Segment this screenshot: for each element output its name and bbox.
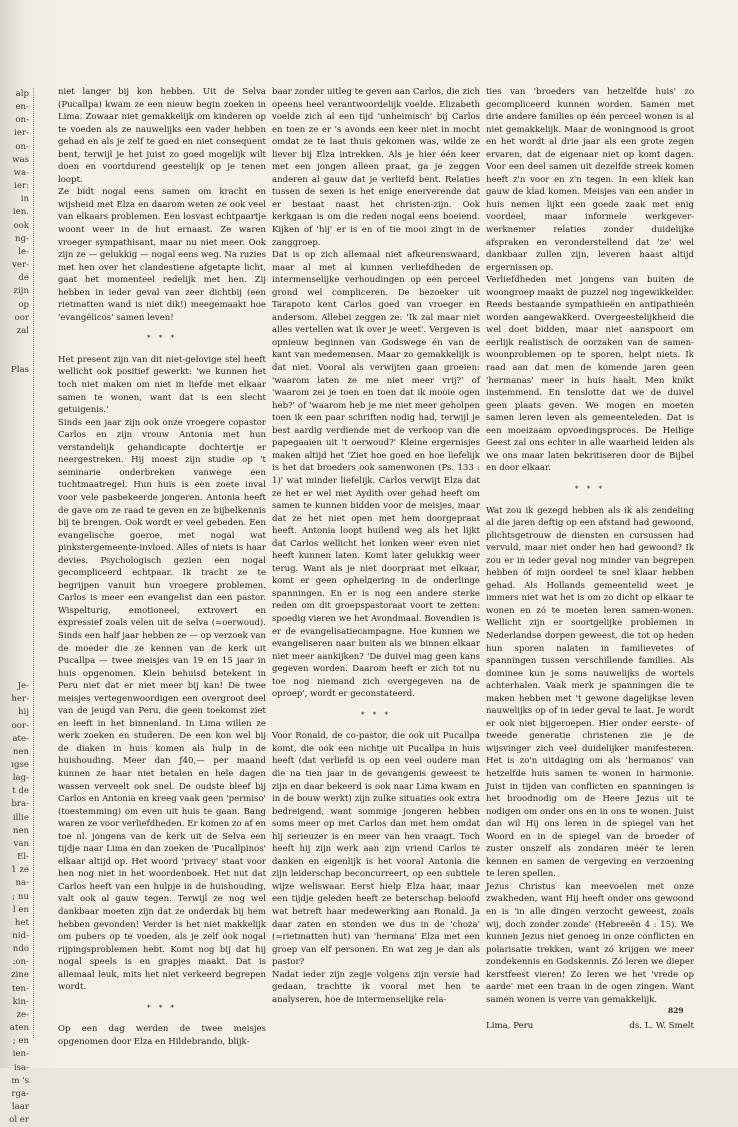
fragment-word: en-	[15, 102, 29, 113]
fragment-word	[0, 404, 29, 417]
paragraph: niet langer bij kon hebben. Uit de Selva (Pucallpa) kwam ze een nieuw begin zoeken in Lima. Zowaar niet gemakkelijk om kinderen op te voeden als ze nauwelijks een vader hebben gehad en als je zelf te goed en niet consequent bent, terwijl je het juist zo goed mogelijk wilt doen en voortdurend geestelijk op je tenen loopt.	[58, 87, 266, 185]
paragraph: Op een dag werden de twee meisjes opgenomen door Elza en Hildebrando, blijk-	[58, 1024, 266, 1047]
fragment-word: Plas	[10, 365, 29, 376]
fragment-word: Je-	[17, 681, 29, 692]
fragment-word: lag-	[12, 773, 29, 784]
fragment-word: m 's	[11, 1075, 29, 1086]
fragment-word	[0, 496, 29, 509]
fragment-word: van	[13, 838, 29, 849]
paragraph: Het present zijn van dit niet-gelovige stel heeft wellicht ook positief gewerkt: 'we kunnen het toch niet maken om niet in liefde met elkaar samen te wonen, want dat is een slecht getuigenis.'	[58, 354, 266, 416]
fragment-word: ze-	[16, 1009, 29, 1020]
fragment-word: zijn	[13, 286, 29, 297]
fragment-word: ate-	[12, 733, 29, 744]
fragment-word: her-	[11, 694, 29, 705]
fragment-word	[0, 667, 29, 680]
fragment-word: bra-	[11, 799, 29, 810]
paragraph: Jezus Christus kan meevoelen met onze zwakheden, want Hij heeft onder ons gewoond en is 'in alle dingen verzocht geweest, zoals wij, doch zonder zonde' (Hebreeën 4 : 15). We kunnen Jezus niet genoeg in onze conflicten en polarisatie trekken, want zó krijgen we meer zondekennis en Godskennis. Zó leren we dieper kerstfeest vieren! Zo leren we het 'vrede op aarde' met een traan in de ogen zingen. Want samen wonen is verre van gemakkelijk.	[486, 881, 694, 1005]
fragment-word: het	[14, 917, 29, 928]
fragment-word: aten	[9, 1023, 29, 1034]
fragment-word: ook	[13, 220, 29, 231]
fragment-word: zine	[11, 970, 29, 981]
fragment-word: zal	[16, 325, 29, 336]
fragment-word	[0, 627, 29, 640]
fragment-word: oor-	[11, 720, 29, 731]
fragment-word	[0, 443, 29, 456]
page-number: 829	[668, 1006, 684, 1015]
fragment-word	[0, 522, 29, 535]
fragment-word	[0, 417, 29, 430]
paragraph: Nadat ieder zijn zegje volgens zijn versie had gedaan, trachtte ik vooral met hen te analyseren, hoe de intermenselijke rela-	[272, 969, 480, 1005]
previous-page-fragment-strip	[0, 88, 34, 1126]
fragment-word: ver-	[12, 260, 29, 271]
fragment-word: de	[18, 273, 29, 284]
fragment-word: t de	[12, 786, 29, 797]
fragment-word	[0, 351, 29, 364]
fragment-word: ien-	[12, 1049, 29, 1060]
fragment-word: isa-	[13, 1062, 29, 1073]
fragment-word: ien.	[12, 207, 29, 218]
fragment-word: alp	[15, 89, 29, 99]
fragment-word: was	[12, 154, 29, 165]
fragment-word: hij	[18, 707, 29, 718]
fragment-word: ier-	[14, 128, 29, 139]
fragment-word: 1 ze	[11, 865, 29, 876]
fragment-word: nid-	[12, 931, 29, 941]
fragment-word: ndo	[12, 944, 29, 955]
fragment-word	[0, 588, 29, 601]
fragment-word: le-	[18, 246, 29, 257]
fragment-word	[0, 509, 29, 522]
fragment-word	[0, 548, 29, 561]
paragraph: baar zonder uitleg te geven aan Carlos, die zich opeens heel verantwoordelijk voelde. Elizabeth voelde zich al een tijd 'unheimisch' bij Carlos en toen ze er 's avonds een keer niet in mocht omdat ze te laat thuis gekomen was, wilde ze liever bij Elza intrekken. Als je hier één keer met een jongen alleen praat, ga je zeggen anderen al gauw dat je verliefd bent. Relaties tussen de sexen is het enige enerverende dat er bestaat naast het christen-zijn. Ook kerkgaan is om die reden nogal eens boeiend. Kijken of 'hij' er is en of tie mooi zingt in de zanggroep.	[272, 87, 480, 248]
paragraph: Dat is op zich allemaal niet afkeurenswaard, maar al met al kunnen verliefdheden de intermenselijke verhoudingen op een perceel grond wel compliceren. De bezoeker uit Tarapoto kent Carlos goed van vroeger en andersom. Allebei zeggen ze: 'Ik zal maar niet alles vertellen wat ik over je weet'. Vergeven is opnieuw beginnen van Godswege én van de kant van medemensen. Maar zo gemakkelijk is dat niet. Vooral als verwijten gaan groeien: 'waarom laten ze me niet meer vrij?' of 'waarom zei je toen en toen dat ik mooie ogen heb?' of 'waarom heb je me niet meer geholpen toen ik een paar schriften nodig had, terwijl je best aardig verdiende met de verkoop van die papegaaien uit 't oerwoud?' Kleine ergernisjes maken altijd het 'Ziet hoe goed en hoe liefelijk is het dat broeders ook samenwonen (Ps. 133 : 1)' wat minder liefelijk. Carlos verwijt Elza dat ze het er wel met Aydith over gehad heeft om samen te kunnen bidden voor de meisjes, maar dat ze het niet open met hem doorgepraat heeft. Antonia loopt huilend weg als het lijkt dat Carlos wellicht het lonken weer even niet heeft kunnen laten. Komt later gelukkig weer terug. Want als je niet doorpraat met elkaar, komt er geen ophelдering in de onderlinge spanningen. En er is nog een andere sterke reden om dit groepspastoraat voort te zetten: spoedig vieren we het Avondmaal. Bovendien is er de evangelisatiecampagne. Hoe kunnen we evangeliseren naar buiten als we binnen elkaar niet meer aankijken? 'De duivel mag geen kans gegeven worden. Daarom heeft er zich tot nu toe nog niemand zich overgegeven na de oproep', wordt er geconstateerd.	[272, 250, 480, 700]
fragment-word	[0, 562, 29, 575]
paragraph: Voor Ronald, de co-pastor, die ook uit Pucallpa komt, die ook een nichtje uit Pucallpa in huis heeft (dat verliefd is op een veel oudere man die na tien jaar in de gevangenis geweest te zijn en daar bekeerd is ook naar Lima kwam en in de bouw werkt) zijn zulke situaties ook extra bedreigend, want sommige jongeren hebben soms meer op met Carlos dan met hem omdat hij serieuzer is en meer van hen vraagt. Toch heeft hij zijn werk aan zijn vriend Carlos te danken en eigenlijk is het vooral Antonia die zijn leiderschap beconcurreert, op een subtiele wijze weliswaar. Eerst hielp Elza haar, maar een tijdje geleden heeft ze beterschap beloofd wat betreft haar medewerking aan Ronald. Ja daar zaten en stonden we dus in de 'choza' (=rietmatten hut) van 'hermana' Elza met een groep van elf personen. En wat zeg je dan als pastor?	[272, 731, 480, 968]
paragraph: Wat zou ik gezegd hebben als ik als zendeling al die jaren deftig op een afstand had gewoond, plichtsgetrouw de diensten en cursussen had vervuld, maar niet onder hen had gewoond? Ik zou er in ieder geval nog minder van begrepen hebben óf mijn oordeel te snel klaar hebben gehad. Als Hollands gemeentelid weet je immers niet wat het is om zo dicht op elkaar te wonen en zó te moeten leren samen-wonen. Wellicht zijn er soortgelijke problemen in Nederlandse dorpen geweest, die tot op heden hun sporen nalaten in familievetes of spanningen tussen verschillende families. Als dominee kun je soms nauwelijks de wortels achterhalen. Vaak merk je spanningen die te maken hebben met 't gewone dagelijkse leven nauwelijks op of in ieder geval te laat. Je wordt er ook niet bijgeroepen. Hier onder eerste- of tweede generatie christenen zie je de wijsvinger zich veel duidelijker manifesteren. Het is zo'n uitdaging om als 'hermanos' van hetzelfde huis samen te wonen in harmonie. Juist in tijden van conflicten en spanningen is het broodnodig om de Heere Jezus uit te nodigen om onder ons en in ons te wonen. Juist dan wil Hij ons leren in de spiegel van het Woord en in de spiegel van de broeder of zuster onszelf als zondaren méér te leren kennen en samen de vergeving en verzoening te leren spellen.	[486, 505, 694, 880]
fragment-word: ol er	[9, 1115, 29, 1126]
fragment-word	[0, 641, 29, 654]
fragment-word: El-	[17, 852, 29, 863]
text-column-1	[58, 86, 266, 1047]
fragment-word: ng-	[15, 233, 29, 244]
fragment-word: l en	[12, 904, 29, 915]
fragment-word	[0, 338, 29, 351]
fragment-word	[0, 575, 29, 588]
fragment-word: ten-	[12, 983, 29, 994]
fragment-word	[0, 470, 29, 483]
fragment-word: nen	[12, 746, 29, 757]
fragment-word	[0, 430, 29, 443]
fragment-word	[0, 483, 29, 496]
fragment-word: rga-	[11, 1088, 29, 1099]
fragment-word: ; nu	[12, 891, 29, 902]
fragment-word	[0, 456, 29, 469]
fragment-word: kin-	[12, 996, 29, 1007]
fragment-word: nen	[12, 825, 29, 836]
fragment-word: oor	[14, 312, 29, 323]
fragment-word	[0, 601, 29, 614]
section-separator: * * *	[147, 334, 177, 343]
fragment-word: on-	[15, 115, 29, 126]
text-column-3	[486, 86, 694, 1032]
fragment-word: on-	[15, 141, 29, 152]
fragment-word: ier:	[14, 181, 29, 192]
fragment-word	[0, 614, 29, 627]
fragment-word: ; en	[12, 1036, 29, 1047]
paragraph: Sinds een jaar zijn ook onze vroegere copastor Carlos en zijn vrouw Antonia met hun verstandelijk gehandicapte dochtertje er neergestreken. Hij moest zijn studie op 't seminarie onderbreken vanwege een tuchtmaatregel. Hun huis is een zoete inval voor vele pasbekeerde jongeren. Antonia heeft de gave om ze raad te geven en ze bijbelkennis bij te brengen. Ook wordt er veel gebeden. Een evangelische goeroe, met nogal wat pinkstergemeente-invloed. Alles of niets is haar devies. Psychologisch gezien een nogal gecompliceerd echtpaar. Ik tracht ze te begrijpen vanuit hun vroegere problemen. Carlos is meer een evangelist dan een pastor. Wispelturig, emotioneel, extrovert en expressief zoals velen uit de selva (=oerwoud). Sinds een half jaar hebben ze — op verzoek van de moeder die ze kennen van de kerk uit Pucallpa — twee meisjes van 19 en 15 jaar in huis opgenomen. Klein behuisd betekent in Peru niet dat er niet meer bij kan! De twee meisjes vertegenwoordigen een overgroot deel van de jeugd van Peru, die geen toekomst ziet en leeft in het binnenland. In Lima willen ze werk zoeken en studeren. De een kon wel bij de diaken in huis komen als hulp in de huishouding. Meer dan ƒ40,— per maand kunnen ze haar niet betalen en hele dagen wassen verveelt ook snel. De oudste bleef bij Carlos en Antonia en kreeg vaak geen 'permiso' (toestemming) om even uit huis te gaan. Bang waren ze voor verliefdheden. Er komen zo af en toe nl. jongens van de kerk uit de Selva een tijdje naar Lima en dan zoeken de 'Pucallpinos' elkaar altijd op. Het woord 'privacy' staat voor hen nog niet in het woordenboek. Het nut dat Carlos heeft van een hulpje in de huishouding, valt ook al gauw tegen. Terwijl ze nog wel dankbaar moeten zijn dat ze onderdak bij hem hebben gevonden! Verder is het niet makkelijk om pubers op te voeden, als je zelf ook nogal rijpingsproblemen hebt. Komt nog bij dat hij nogal speels is en grapjes maakt. Dat is allemaal leuk, mits het niet verkeerd begrepen wordt.	[58, 417, 266, 993]
fragment-word: op	[18, 299, 29, 310]
fragment-word	[0, 391, 29, 404]
paragraph: Ze bidt nogal eens samen om kracht en wijsheid met Elza en daarom weten ze ook veel van elkaars problemen. Een losvast echtpaartje woont weer in de hut ernaast. Ze waren vroeger sympathisant, maar nu niet meer. Ook zijn ze — gelukkig — nogal eens weg. Na ruzies met hen over het clandestiene afgetapte licht, gaat het momenteel redelijk met hen. Zij hebben in ieder geval van zeer dichtbij (een rietmatten wand is niet dik!) meegemaakt hoe 'evangélicos' samen leven!	[58, 187, 266, 323]
signature	[486, 1020, 694, 1033]
fragment-word: na-	[15, 878, 29, 889]
section-separator: * * *	[575, 484, 605, 493]
signature-author: ds. L. W. Smelt	[629, 1021, 694, 1032]
fragment-word: in	[20, 194, 29, 205]
paragraph: Verliefdheden met jongens van buiten de woongroep maakt de puzzel nog ingewikkelder. Reeds bestaande sympathieën en antipathieën worden aangewakkerd. Overgeestelijkheid die wel doet bidden, maar niet aanspoort om eerlijk realistisch de oorzaken van de samen-woonproblemen op te sporen, helpt niets. Ik raad aan dat men de komende jaren geen 'hermanas' meer in huis haalt. Men knikt instemmend. En tenslotte dat we de duivel geen plaats geven. We mogen en moeten samen leren leven als gemeenteleden. Dat is een moeizaam opvoedingsproces. De Heilige Geest zal ons echter in alle waarheid leiden als we ons maar laten bekritiseren door de Bijbel en door elkaar.	[486, 275, 694, 474]
fragment-word: wa-	[13, 167, 29, 178]
fragment-word: ıgse	[11, 759, 29, 770]
fragment-word	[0, 535, 29, 548]
fragment-word	[0, 377, 29, 390]
signature-place: Lima, Peru	[486, 1021, 534, 1032]
text-column-2	[272, 86, 480, 1016]
fragment-word: illie	[12, 812, 29, 823]
fragment-word: laar	[11, 1102, 29, 1113]
fragment-word: :on-	[12, 957, 29, 968]
section-separator: * * *	[147, 1003, 177, 1012]
paragraph: ties van 'broeders van hetzelfde huis' zo gecompliceerd kunnen worden. Samen met drie andere families op één perceel wonen is al niet gemakkelijk. Maar de woningnood is groot en het wordt al drie jaar als een grote zegen ervaren, dat de eigenaar niet op komt dagen. Voor een deel samen uit dezelfde streek komen heeft z'n voor en z'n tegen. In een kliek kan gauw de klad komen. Meisjes van een ander in huis nemen lijkt een goede zaak met enig voordeel, maar informele werkgever-werknemer relaties zonder duidelijke afspraken en veronderstellend dat 'ze' wel dankbaar zullen zijn, leveren haast altijd ergernissen op.	[486, 87, 694, 273]
fragment-word	[0, 654, 29, 667]
section-separator: * * *	[361, 710, 391, 719]
